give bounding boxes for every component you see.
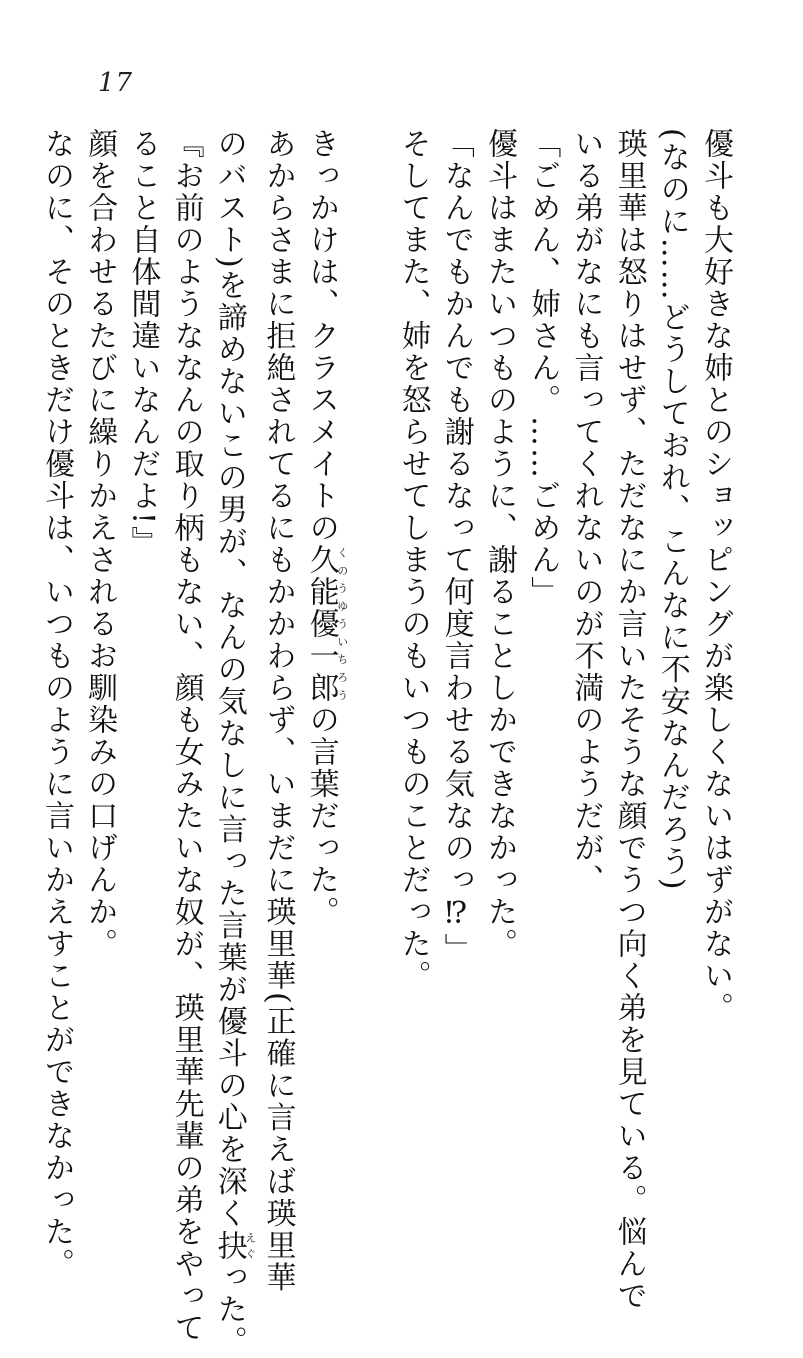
section-break: [348, 128, 391, 1158]
text-line: [299, 128, 348, 1158]
vertical-text-body: [35, 128, 737, 1358]
line-text: のバスト)を諦めないこの男が、なんの気なしに言った言葉が優斗の心を深く: [211, 128, 247, 1230]
line-text: 『お前のようななんの取り柄もない、顔も女みたいな奴が、瑛里華先輩の弟をやって: [168, 128, 204, 1344]
text-line: [651, 128, 694, 1158]
text-line: [478, 128, 521, 1158]
ruby-reading: くのうゆういちろう: [335, 544, 349, 704]
ruby-base: 久能優一郎: [303, 544, 339, 704]
line-text: の言葉だった。: [303, 704, 339, 928]
text-line: [521, 128, 564, 1158]
text-line: [35, 128, 78, 1280]
text-line: [208, 128, 257, 1358]
line-text: あからさまに拒絶されてるにもかかわらず、いまだに瑛里華(正確に言えば瑛里華: [260, 128, 296, 1294]
furigana-word: [303, 544, 349, 704]
text-line: [121, 128, 164, 1158]
page-number: 17: [98, 68, 134, 98]
furigana-word: [211, 1229, 257, 1262]
line-text: そしてまた、姉を怒らせてしまうのもいつものことだった。: [395, 128, 431, 992]
line-text: 「なんでもかんでも謝るなって何度言わせる気なのっ⁉」: [438, 128, 474, 965]
text-line: [607, 128, 650, 1312]
line-text: った。: [211, 1261, 247, 1358]
line-text: 瑛里華は怒りはせず、ただなにか言いたそうな顔でうつ向く弟を見ている。悩んで: [611, 128, 647, 1312]
line-text: きっかけは、クラスメイトの: [303, 128, 339, 544]
text-line: [694, 128, 737, 1158]
line-text: ること自体間違いなんだよ!』: [125, 128, 161, 559]
line-text: なのに、そのときだけ優斗は、いつものように言いかえすことができなかった。: [38, 128, 74, 1280]
line-text: 優斗はまたいつものように、謝ることしかできなかった。: [481, 128, 517, 960]
ruby-base: 抉: [211, 1229, 247, 1262]
text-line: [164, 128, 207, 1344]
line-text: 顔を合わせるたびに繰りかえされるお馴染みの口げんか。: [82, 128, 118, 960]
text-line: [391, 128, 434, 1158]
ruby-reading: えぐ: [243, 1229, 257, 1262]
line-text: (なのに……どうしておれ、こんなに不安なんだろう): [654, 128, 690, 892]
text-line: [564, 128, 607, 1158]
text-line: [435, 128, 478, 1158]
line-text: いる弟がなにも言ってくれないのが不満のようだが、: [568, 128, 604, 896]
line-text: 優斗も大好きな姉とのショッピングが楽しくないはずがない。: [698, 128, 733, 1024]
line-text: 「ごめん、姉さん。……ごめん」: [525, 128, 561, 608]
text-line: [78, 128, 121, 1158]
text-line: [256, 128, 299, 1294]
